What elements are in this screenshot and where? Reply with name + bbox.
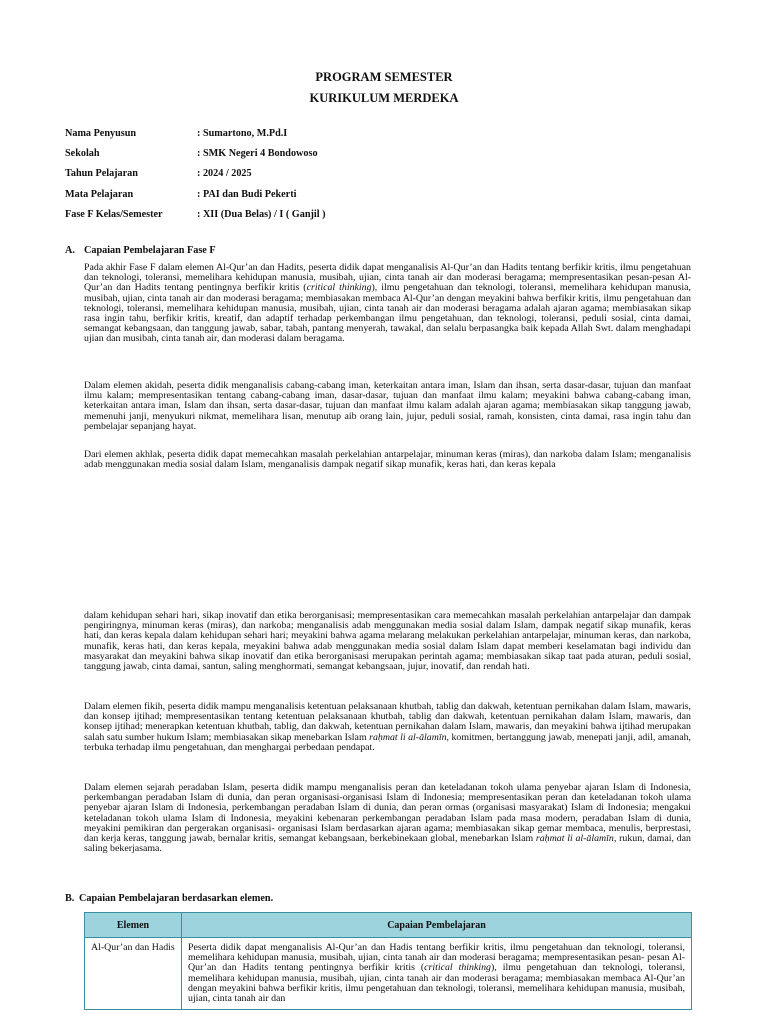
- meta-row: [65, 209, 325, 229]
- meta-row: [65, 189, 325, 209]
- meta-value: : PAI dan Budi Pekerti: [197, 188, 297, 200]
- cell-cp: [182, 938, 692, 1010]
- paragraph-sejarah: [84, 783, 691, 854]
- paragraph-quran-hadits: [84, 263, 691, 345]
- section-title: Capaian Pembelajaran berdasarkan elemen.: [79, 893, 274, 904]
- text-run: ), ilmu pengetahuan dan teknologi, toleransi, memelihara kehidupan manusia, musibah, ujian, cinta tanah air dan moderasi beragama; membiasakan membaca Al-Qur’an dengan meyakini bahwa berfikir kritis, ilmu pengetahuan dan teknologi, toleransi, memelihara kehidupan manusia, musibah, ujian, cinta tanah air dan moderasi beragama adalah ajaran agama; membiasakan sikap rasa ingin tahu, berfikir kritis, kreatif, dan adaptif terhadap perkembangan ilmu pengetahuan, dan teknologi, toleransi, peduli sosial, cinta damai, semangat kebangsaan, dan tanggung jawab, sabar, tabah, pantang menyerah, tawakal, dan selalu berpasangka baik kepada Allah Swt. dalam menghadapi ujian dan musibah, cinta tanah air, dan moderasi dalam beragama.: [84, 282, 691, 345]
- section-a-heading: [65, 245, 216, 256]
- text-run: , komitmen, bertanggung jawab, menepati janji, adil, amanah, terbuka terhadap ilmu pengetahuan, dan menghargai perbedaan pendapat.: [84, 731, 691, 753]
- text-run: Pada akhir Fase F dalam elemen Al-Qur’an dan Hadits, peserta didik dapat menganalisis Al-Qur’an dan Hadits tentang berfikir kritis, ilmu pengetahuan dan teknologi, toleransi, memelihara kehidupan manusia, musibah, ujian, cinta tanah air dan moderasi beragama; mempresentasikan pesan-pesan Al-Qur’an dan Hadits tentang pentingnya berfikir kritis (: [84, 262, 691, 294]
- text-run: ), ilmu pengetahuan dan teknologi, toleransi, memelihara kehidupan manusia, musibah, ujian, cinta tanah air dan moderasi beragama; membiasakan membaca Al-Qur’an dengan meyakini bahwa berfikir kritis, ilmu pengetahuan dan teknologi, toleransi, memelihara kehidupan manusia, musibah, ujian, cinta tanah air dan: [188, 962, 685, 1005]
- section-title: Capaian Pembelajaran Fase F: [84, 245, 216, 256]
- doc-subtitle: KURIKULUM MERDEKA: [309, 91, 459, 105]
- meta-row: [65, 168, 325, 188]
- meta-label: Fase F Kelas/Semester: [65, 208, 163, 220]
- meta-label: Mata Pelajaran: [65, 188, 134, 200]
- table-row: [85, 938, 692, 1010]
- text-run: , rukun, damai, dan saling bekerjasama.: [84, 833, 691, 855]
- meta-label: Nama Penyusun: [65, 128, 137, 139]
- paragraph-akhlak-continued: dalam kehidupan sehari hari, sikap inovatif dan etika berorganisasi; mempresentasikan cara memecahkan masalah perkelahian antarpelajar dan dampak pengiringnya, minuman keras (miras), dan narkoba; menganalisis adab menggunakan media sosial dalam Islam, dampak negatif sikap munafik, keras hati, dan keras kepala dalam kehidupan sehari hari; meyakini bahwa agama melarang melakukan perkelahian antarpelajar, minuman keras, dan narkoba, munafik, keras hati, dan keras kepala, meyakini bahwa adab menggunakan media sosial dalam Islam dapat memberi keselamatan bagi individu dan masyarakat dan meyakini bahwa sikap inovatif dan etika berorganisasi merupakan perintah agama; membiasakan sikap taat pada aturan, peduli sosial, tanggung jawab, cinta damai, santun, saling menghormati, semangat kebangsaan, jujur, inovatif, dan rendah hati.: [84, 610, 691, 673]
- meta-label: Tahun Pelajaran: [65, 168, 138, 180]
- paragraph-akhlak: Dari elemen akhlak, peserta didik dapat memecahkan masalah perkelahian antarpelajar, minuman keras (miras), dan narkoba dalam Islam; menganalisis adab menggunakan media sosial dalam Islam, menganalisis dampak negatif sikap munafik, keras hati, dan keras kepala: [84, 449, 691, 471]
- italic-term: raḥmat li al-ālamīn: [535, 833, 614, 845]
- column-header-elemen: Elemen: [85, 913, 182, 938]
- section-letter: A.: [65, 245, 75, 256]
- paragraph-akidah: Dalam elemen akidah, peserta didik menganalisis cabang-cabang iman, keterkaitan antara iman, Islam dan ihsan, serta dasar-dasar, tujuan dan manfaat ilmu kalam; mempresentasikan tentang cabang-cabang iman, dasar-dasar, tujuan dan manfaat ilmu kalam; meyakini bahwa cabang-cabang iman, keterkaitan antara iman, Islam dan ihsan, serta dasar-dasar, tujuan dan manfaat ilmu kalam adalah ajaran agama; membiasakan sikap tanggung jawab, memenuhi janji, menyukuri nikmat, memelihara lisan, menutup aib orang lain, jujur, peduli sosial, ramah, konsisten, cinta damai, rasa ingin tahu dan pembelajar sepanjang hayat.: [84, 380, 691, 432]
- meta-value: : SMK Negeri 4 Bondowoso: [197, 148, 318, 160]
- section-b-heading: [65, 893, 273, 904]
- meta-value: : XII (Dua Belas) / I ( Ganjil ): [197, 208, 326, 220]
- italic-term: critical thinking: [424, 962, 491, 974]
- table-header-row: [85, 913, 692, 938]
- text-run: Dalam elemen fikih, peserta didik mampu menganalisis ketentuan pelaksanaan khutbah, tablig dan dakwah, ketentuan pernikahan dalam Islam, mawaris, dan konsep ijtihad; mempresentasikan tentang ketentuan pelaksanaan khutbah, tablig dan dakwah, ketentuan pernikahan dalam Islam, mawaris, dan konsep ijtihad; menerapkan ketentuan khutbah, tablig, dan dakwah, ketentuan pernikahan dalam Islam, mawaris, dan meyakini bahwa ijtihad merupakan salah satu sumber hukum Islam; membiasakan sikap menebarkan Islam: [84, 701, 691, 743]
- meta-value: : 2024 / 2025: [197, 168, 252, 180]
- text-run: Dalam elemen sejarah peradaban Islam, peserta didik mampu menganalisis peran dan keteladanan tokoh ulama penyebar ajaran Islam di Indonesia, perkembangan peradaban Islam di dunia, dan peran organisasi-organisasi Islam di Indonesia; mempresentasikan peran dan keteladanan tokoh ulama penyebar ajaran Islam di Indonesia, perkembangan peradaban Islam di dunia, dan peran ormas (organisasi masyarakat) Islam di Indonesia; mengakui keteladanan tokoh ulama Islam di Indonesia, meyakini kebenaran perkembangan peradaban Islam pada masa modern, peradaban Islam di dunia, meyakini pemikiran dan pergerakan organisasi- organisasi Islam berdasarkan ajaran agama; membiasakan sikap gemar membaca, menulis, berprestasi, dan kerja keras, tanggung jawab, bernalar kritis, semangat kebangsaan, berkebinekaan global, menebarkan Islam: [84, 782, 691, 845]
- column-header-cp: Capaian Pembelajaran: [182, 913, 692, 938]
- meta-row: [65, 148, 325, 168]
- italic-term: critical thinking: [306, 282, 372, 294]
- cell-elemen: Al-Qur’an dan Hadis: [85, 938, 182, 1010]
- text-run: Peserta didik dapat menganalisis Al-Qur’an dan Hadis tentang berfikir kritis, ilmu pengetahuan dan teknologi, toleransi, memelihara kehidupan manusia, musibah, ujian, cinta tanah air dan moderasi beragama; mempresentasikan pesan- pesan Al-Qur’an dan Hadits tentang pentingnya berfikir kritis (: [188, 942, 685, 974]
- meta-block: [65, 128, 325, 229]
- section-letter: B.: [65, 893, 75, 904]
- meta-label: Sekolah: [65, 148, 100, 160]
- cp-table: [84, 912, 692, 1010]
- doc-title: PROGRAM SEMESTER: [315, 70, 453, 84]
- meta-value: : Sumartono, M.Pd.I: [197, 128, 288, 139]
- italic-term: raḥmat li al-ālamīn: [369, 731, 447, 743]
- paragraph-fikih: [84, 702, 691, 753]
- meta-row: [65, 128, 325, 148]
